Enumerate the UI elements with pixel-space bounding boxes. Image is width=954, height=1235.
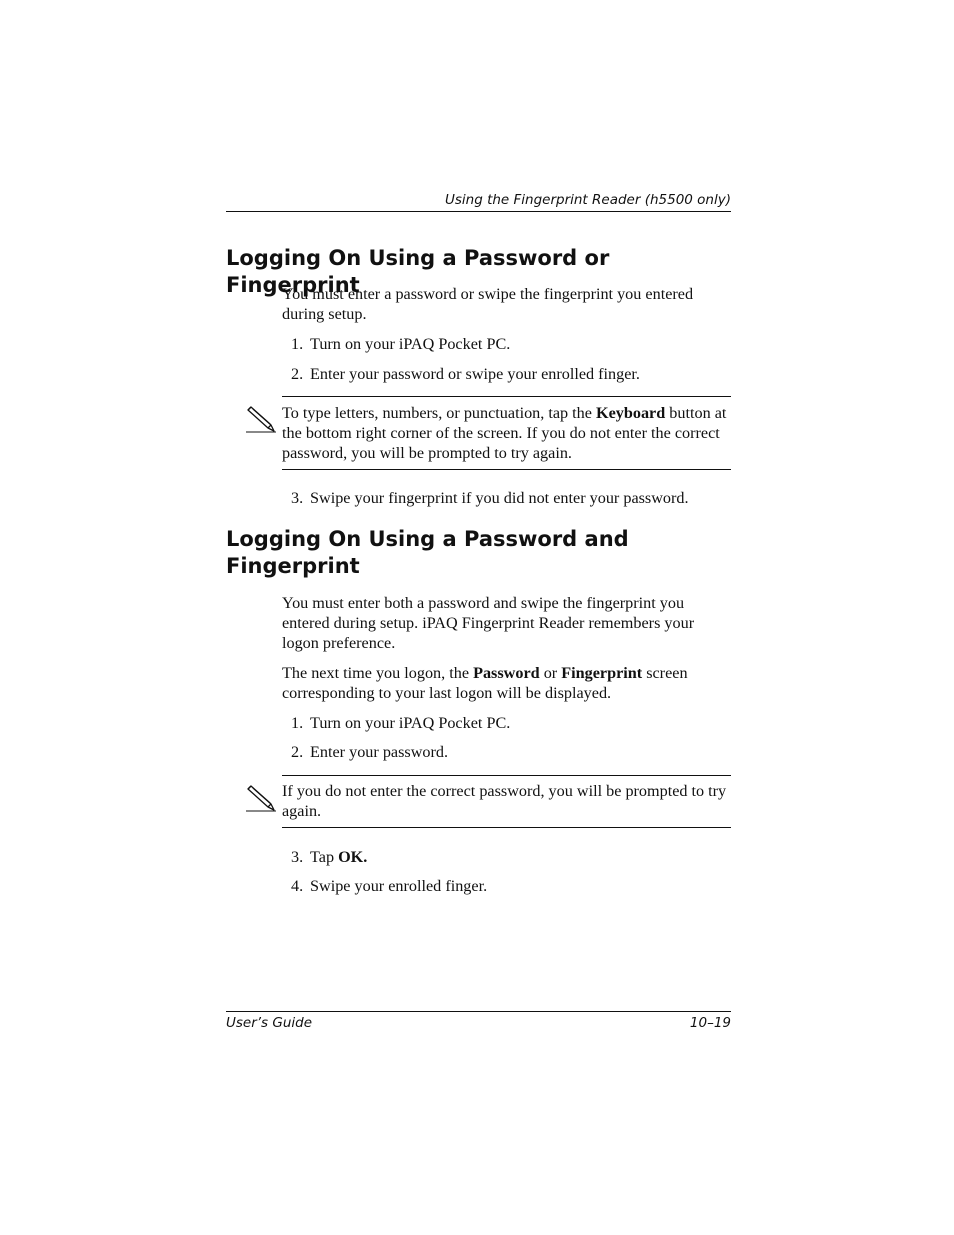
step-text: Turn on your iPAQ Pocket PC. — [310, 335, 511, 353]
password-term: Password — [473, 664, 540, 682]
note-pencil-icon — [244, 783, 278, 813]
step-text: Swipe your enrolled finger. — [310, 877, 488, 895]
list-item — [291, 364, 731, 384]
step-number: 2. — [291, 365, 304, 383]
step-text: Enter your password or swipe your enrolled finger. — [310, 365, 640, 383]
section2-para — [282, 663, 732, 703]
heading-line: Fingerprint — [226, 554, 360, 578]
step-text: Enter your password. — [310, 743, 449, 761]
step-text: Tap — [310, 848, 339, 866]
section1-intro: You must enter a password or swipe the fingerprint you entered during setup. — [282, 285, 694, 323]
running-header: Using the Fingerprint Reader (h5500 only) — [444, 192, 731, 208]
step-number: 3. — [291, 489, 304, 507]
step-number: 4. — [291, 877, 304, 895]
note-top-rule — [282, 775, 731, 776]
step-number: 1. — [291, 335, 304, 353]
list-item — [291, 876, 731, 896]
step-text: Turn on your iPAQ Pocket PC. — [310, 714, 511, 732]
step-number: 2. — [291, 743, 304, 761]
para-text: The next time you logon, the — [282, 664, 474, 682]
note-text — [282, 403, 732, 463]
note-pencil-icon — [244, 404, 278, 434]
note-text-post: button at the bottom right corner of the screen. If you do not enter the correct password, you will be prompted to try again. — [282, 404, 727, 462]
footer-guide-title: User’s Guide — [226, 1015, 313, 1031]
step-number: 3. — [291, 848, 304, 866]
section2-intro: You must enter both a password and swipe the fingerprint you entered during setup. iPAQ Fingerprint Reader remembers your logon preference. — [282, 594, 695, 652]
note-bottom-rule — [282, 827, 731, 828]
fingerprint-term: Fingerprint — [561, 664, 643, 682]
heading-line: Logging On Using a Password and — [226, 527, 629, 551]
list-item — [291, 334, 731, 354]
ok-term: OK. — [338, 848, 368, 866]
page-number: 10–19 — [689, 1015, 731, 1031]
keyboard-term: Keyboard — [596, 404, 666, 422]
para-text: or — [539, 664, 562, 682]
note-text-pre: To type letters, numbers, or punctuation, tap the — [282, 404, 596, 422]
para-text: screen corresponding to your last logon will be displayed. — [282, 664, 688, 702]
list-item — [291, 847, 731, 867]
step-text: Swipe your fingerprint if you did not enter your password. — [310, 489, 689, 507]
list-item — [291, 742, 731, 762]
note-top-rule — [282, 396, 731, 397]
note-text: If you do not enter the correct password, you will be prompted to try again. — [282, 782, 727, 820]
step-number: 1. — [291, 714, 304, 732]
header-rule — [226, 211, 731, 212]
section-heading-password-and-fingerprint — [226, 526, 746, 580]
note-bottom-rule — [282, 469, 731, 470]
list-item — [291, 488, 731, 508]
list-item — [291, 713, 731, 733]
footer-rule — [226, 1011, 731, 1012]
section-heading-password-or-fingerprint: Logging On Using a Password or Fingerprint — [226, 246, 610, 297]
